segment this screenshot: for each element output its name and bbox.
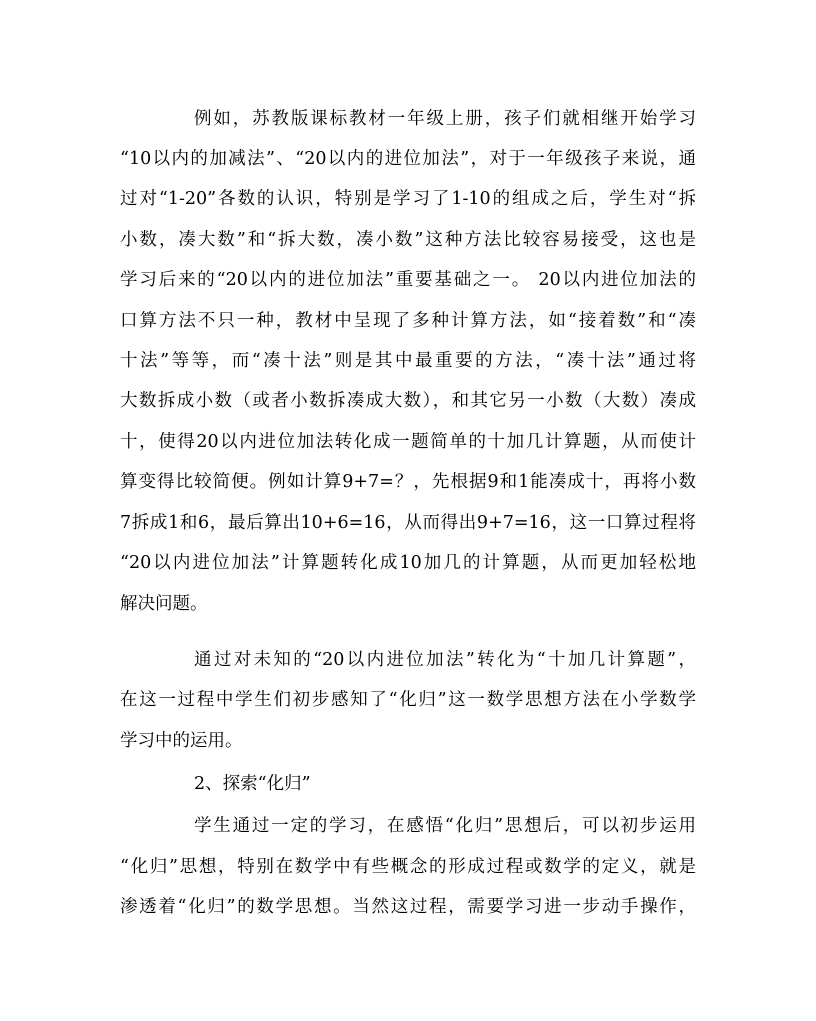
paragraph-2-line-1: 通过对未知的“20以内进位加法”转化为“十加几计算题”，: [194, 650, 696, 670]
paragraph-1-line-11: 7拆成1和6，最后算出10+6=16，从而得出9+7=16，这一口算过程将: [120, 513, 696, 533]
paragraph-1-line-13: 解决问题。: [120, 594, 208, 614]
paragraph-3-line-1: 学生通过一定的学习，在感悟“化归”思想后，可以初步运用: [194, 816, 696, 836]
section-heading: 2、探索“化归”: [194, 774, 311, 794]
paragraph-1-line-8: 大数拆成小数（或者小数拆凑成大数），和其它另一小数（大数）凑成: [120, 391, 696, 411]
paragraph-2-line-2: 在这一过程中学生们初步感知了“化归”这一数学思想方法在小学数学: [120, 690, 696, 710]
paragraph-1-line-6: 口算方法不只一种，教材中呈现了多种计算方法，如“接着数”和“凑: [120, 311, 696, 331]
paragraph-1-line-2: “10以内的加减法”、“20以内的进位加法”，对于一年级孩子来说，通: [120, 149, 696, 169]
paragraph-3-line-2: “化归”思想，特别在数学中有些概念的形成过程或数学的定义，就是: [120, 857, 696, 877]
paragraph-2-line-3: 学习中的运用。: [120, 731, 243, 751]
paragraph-1-line-5: 学习后来的“20以内的进位加法”重要基础之一。 20以内进位加法的: [120, 270, 696, 290]
paragraph-1-line-7: 十法”等等，而“凑十法”则是其中最重要的方法，“凑十法”通过将: [120, 351, 696, 371]
paragraph-1-line-3: 过对“1-20”各数的认识，特别是学习了1-10的组成之后，学生对“拆: [120, 189, 696, 209]
paragraph-1-line-12: “20以内进位加法”计算题转化成10加几的计算题，从而更加轻松地: [120, 553, 696, 573]
paragraph-1-line-10: 算变得比较简便。例如计算9+7=？，先根据9和1能凑成十，再将小数: [120, 472, 696, 492]
paragraph-1-line-9: 十，使得20以内进位加法转化成一题简单的十加几计算题，从而使计: [120, 432, 696, 452]
paragraph-1-line-4: 小数，凑大数”和“拆大数，凑小数”这种方法比较容易接受，这也是: [120, 230, 696, 250]
paragraph-1-line-1: 例如，苏教版课标教材一年级上册，孩子们就相继开始学习: [194, 109, 696, 129]
paragraph-3-line-3: 渗透着“化归”的数学思想。当然这过程，需要学习进一步动手操作，: [120, 897, 696, 917]
